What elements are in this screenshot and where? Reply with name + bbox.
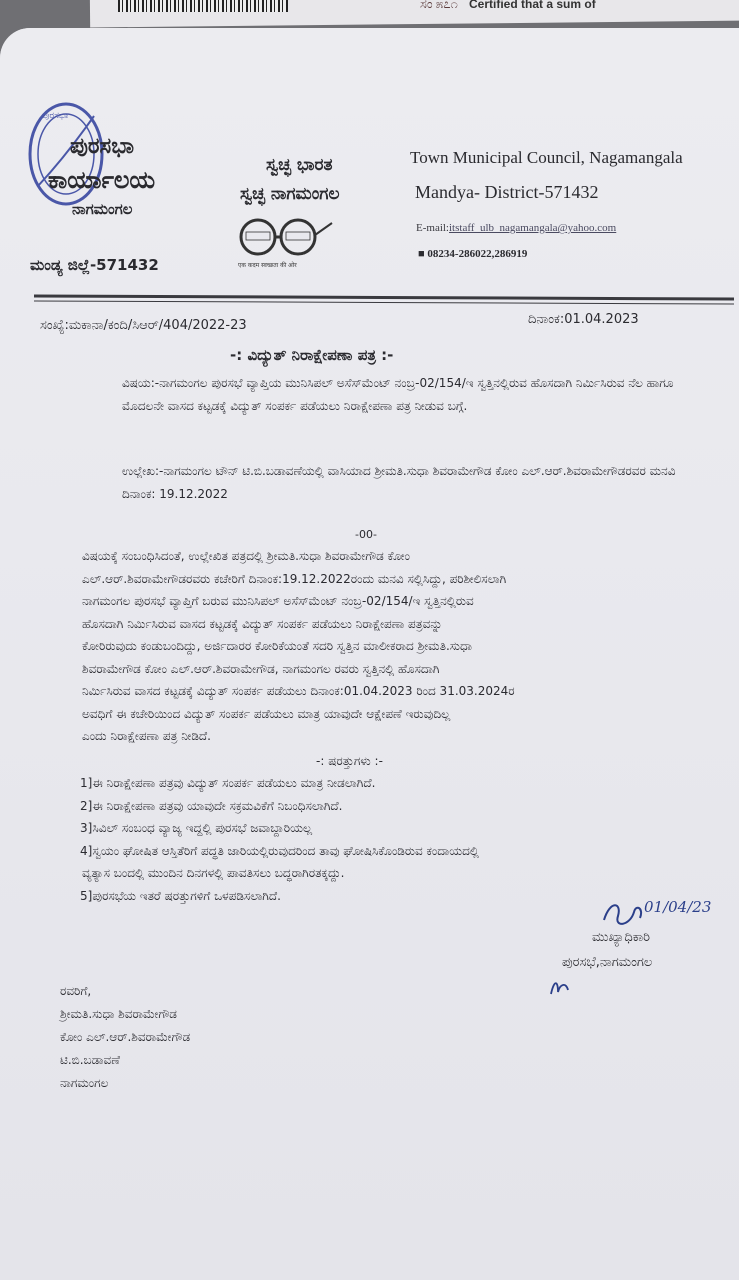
recipient-town: ನಾಗಮಂಗಲ xyxy=(60,1076,109,1090)
org-name-kannada-1: ಪುರಸಭಾ xyxy=(70,134,135,159)
condition-item: 1]ಈ ನಿರಾಕ್ಷೇಪಣಾ ಪತ್ರವು ವಿದ್ಯುತ್ ಸಂಪರ್ಕ ಪಡೆಯಲು ಮಾತ್ರ ನೀಡಲಾಗಿದೆ. xyxy=(80,776,376,790)
phone-line xyxy=(418,248,527,260)
separator: -00- xyxy=(355,528,377,541)
condition-item: 2]ಈ ನಿರಾಕ್ಷೇಪಣಾ ಪತ್ರವು ಯಾವುದೇ ಸಕ್ರಮವಿಕೆಗೆ ನಿಬಂಧಿಸಲಾಗಿದೆ. xyxy=(80,798,343,813)
document-title: -: ವಿದ್ಯುತ್ ನಿರಾಕ್ಷೇಪಣಾ ಪತ್ರ :- xyxy=(230,346,394,364)
reference-paragraph: ಉಲ್ಲೇಖ:-ನಾಗಮಂಗಲ ಟೌನ್ ಟಿ.ಬಿ.ಬಡಾವಣೆಯಲ್ಲಿ ವಾಸಿಯಾದ ಶ್ರೀಮತಿ.ಸುಧಾ ಶಿವರಾಮೇಗೌಡ ಕೋಂ ಎಲ್.ಆರ್.ಶಿವರಾಮೇಗೌಡರವರ ಮನವಿ ದಿನಾಂಕ: 19.12.2022 xyxy=(122,464,676,501)
body-paragraph xyxy=(82,545,690,748)
recipient-name: ಶ್ರೀಮತಿ.ಸುಧಾ ಶಿವರಾಮೇಗೌಡ xyxy=(60,1007,177,1021)
condition-item: ವ್ಯತ್ಯಾಸ ಬಂದಲ್ಲಿ ಮುಂದಿನ ದಿನಗಳಲ್ಲಿ ಪಾವತಿಸಲು ಬದ್ಧರಾಗಿರತಕ್ಕದ್ದು. xyxy=(82,866,345,880)
barcode xyxy=(118,0,288,12)
recipient-salutation: ರವರಿಗೆ, xyxy=(60,984,92,998)
condition-item: 3]ಸಿವಿಲ್ ಸಂಬಂಧ ವ್ಯಾಜ್ಯ ಇದ್ದಲ್ಲಿ ಪುರಸಭೆ ಜವಾಬ್ದಾರಿಯಲ್ಲ xyxy=(80,821,313,835)
recipient-block xyxy=(60,980,190,1095)
org-name-kannada-2: ಕಾರ್ಯಾಲಯ xyxy=(48,166,156,194)
email-label: E-mail: xyxy=(416,222,449,234)
council-name-english: Town Municipal Council, Nagamangala xyxy=(410,148,683,167)
body-line: ಎಲ್.ಆರ್.ಶಿವರಾಮೇಗೌಡರವರು ಕಚೇರಿಗೆ ದಿನಾಂಕ:19.12.2022ರಂದು ಮನವಿ ಸಲ್ಲಿಸಿದ್ದು, ಪರಿಶೀಲಿಸಲಾಗಿ xyxy=(82,571,507,586)
initial-mark-icon xyxy=(548,976,578,998)
body-line: ಅವಧಿಗೆ ಈ ಕಚೇರಿಯಿಂದ ವಿದ್ಯುತ್ ಸಂಪರ್ಕ ಪಡೆಯಲು ಮಾತ್ರ ಯಾವುದೇ ಆಕ್ಷೇಪಣೆ ಇರುವುದಿಲ್ಲ xyxy=(82,706,451,721)
signatory-office: ಪುರಸಭೆ,ನಾಗಮಂಗಲ xyxy=(562,955,653,970)
certified-text: Certified that a sum of xyxy=(469,0,596,11)
body-line: ಕೋರಿರುವುದು ಕಂಡುಬಂದಿದ್ದು, ಅರ್ಜಿದಾರರ ಕೋರಿಕೆಯಂತೆ ಸದರಿ ಸ್ವತ್ತಿನ ಮಾಲೀಕರಾದ ಶ್ರೀಮತಿ.ಸುಧಾ xyxy=(82,639,472,653)
top-strip xyxy=(420,0,596,12)
condition-item: 5]ಪುರಸಭೆಯ ಇತರೆ ಷರತ್ತುಗಳಿಗೆ ಒಳಪಡಿಸಲಾಗಿದೆ. xyxy=(80,888,281,903)
email-link[interactable]: itstaff_ulb_nagamangala@yahoo.com xyxy=(449,222,617,234)
subject-paragraph: ವಿಷಯ:-ನಾಗಮಂಗಲ ಪುರಸಭೆ ವ್ಯಾಪ್ತಿಯ ಮುನಿಸಿಪಲ್ ಅಸೆಸ್‌ಮೆಂಟ್ ನಂಬ್ರ-02/154/ಇ ಸ್ವತ್ತಿನಲ್ಲಿರುವ ಹೊಸದಾಗಿ ನಿರ್ಮಿಸಿರುವ ನೆಲ ಹಾಗೂ ಮೊದಲನೇ ವಾಸದ ಕಟ್ಟಡಕ್ಕೆ ವಿದ್ಯುತ್ ಸಂಪರ್ಕ ಪಡೆಯಲು ನಿರಾಕ್ಷೇಪಣಾ ಪತ್ರ ನೀಡುವ ಬಗ್ಗೆ. xyxy=(122,376,674,413)
body-line: ಶಿವರಾಮೇಗೌಡ ಕೋಂ ಎಲ್.ಆರ್.ಶಿವರಾಮೇಗೌಡ, ನಾಗಮಂಗಲ ರವರು ಸ್ವತ್ತಿನಲ್ಲಿ ಹೊಸದಾಗಿ xyxy=(82,661,440,676)
signature-date: 01/04/23 xyxy=(644,898,712,916)
email-line xyxy=(416,222,616,234)
body-line: ನಾಗಮಂಗಲ ಪುರಸಭೆ ವ್ಯಾಪ್ತಿಗೆ ಬರುವ ಮುನಿಸಿಪಲ್ ಅಸೆಸ್‌ಮೆಂಟ್ ನಂಬ್ರ-02/154/ಇ ಸ್ವತ್ತಿನಲ್ಲಿರುವ xyxy=(82,594,474,608)
signatory-designation: ಮುಖ್ಯಾಧಿಕಾರಿ xyxy=(592,930,651,945)
reference-number: ಸಂಖ್ಯೆ:ಮಕಾನಾ/ಕಂದಿ/ಸಿಆರ್/404/2022-23 xyxy=(40,318,247,333)
conditions-heading: -: ಷರತ್ತುಗಳು :- xyxy=(316,754,383,768)
recipient-relation: ಕೋಂ ಎಲ್.ಆರ್.ಶಿವರಾಮೇಗೌಡ xyxy=(60,1030,191,1044)
letter-date: ದಿನಾಂಕ:01.04.2023 xyxy=(528,312,639,327)
body-line: ಎಂದು ನಿರಾಕ್ಷೇಪಣಾ ಪತ್ರ ನೀಡಿದೆ. xyxy=(82,729,211,743)
district-english: Mandya- District-571432 xyxy=(415,182,599,202)
body-line: ವಿಷಯಕ್ಕೆ ಸಂಬಂಧಿಸಿದಂತೆ, ಉಲ್ಲೇಖಿತ ಪತ್ರದಲ್ಲಿ ಶ್ರೀಮತಿ.ಸುಧಾ ಶಿವರಾಮೇಗೌಡ ಕೋಂ xyxy=(82,549,410,563)
condition-item: 4]ಸ್ವಯಂ ಘೋಷಿತ ಆಸ್ತಿತೆರಿಗೆ ಪದ್ಧತಿ ಜಾರಿಯಲ್ಲಿರುವುದರಿಂದ ತಾವು ಘೋಷಿಸಿಕೊಂಡಿರುವ ಕಂದಾಯದಲ್ಲಿ xyxy=(80,843,479,858)
phone-number: 08234-286022,286919 xyxy=(427,248,528,260)
org-name-kannada-3: ನಾಗಮಂಗಲ xyxy=(72,200,133,218)
swachh-bharat-text: ಸ್ವಚ್ಛ ಭಾರತ xyxy=(266,155,333,175)
swachh-nagamangala-text: ಸ್ವಚ್ಛ ನಾಗಮಂಗಲ xyxy=(240,184,340,204)
district-kannada: ಮಂಡ್ಯ ಜಿಲ್ಲೆ-571432 xyxy=(30,256,159,274)
recipient-locality: ಟಿ.ಬಿ.ಬಡಾವಣೆ xyxy=(60,1053,120,1067)
swachh-logo-caption: एक कदम स्वच्छता की ओर xyxy=(238,262,297,269)
seal-text: ಪುರಸಭಾ xyxy=(42,111,69,121)
body-line: ಹೊಸದಾಗಿ ನಿರ್ಮಿಸಿರುವ ವಾಸದ ಕಟ್ಟಡಕ್ಕೆ ವಿದ್ಯುತ್ ಸಂಪರ್ಕ ಪಡೆಯಲು ನಿರಾಕ್ಷೇಪಣಾ ಪತ್ರವನ್ನು xyxy=(82,616,443,631)
conditions-list xyxy=(80,772,700,907)
body-line: ನಿರ್ಮಿಸಿರುವ ವಾಸದ ಕಟ್ಟಡಕ್ಕೆ ವಿದ್ಯುತ್ ಸಂಪರ್ಕ ಪಡೆಯಲು ದಿನಾಂಕ:01.04.2023 ರಿಂದ 31.03.2024ರ xyxy=(82,684,515,698)
phone-icon: ■ xyxy=(418,248,425,260)
swachh-bharat-logo-icon xyxy=(232,215,352,275)
stamp-fragment: ಸಂ ೫೭೧ xyxy=(420,0,458,11)
